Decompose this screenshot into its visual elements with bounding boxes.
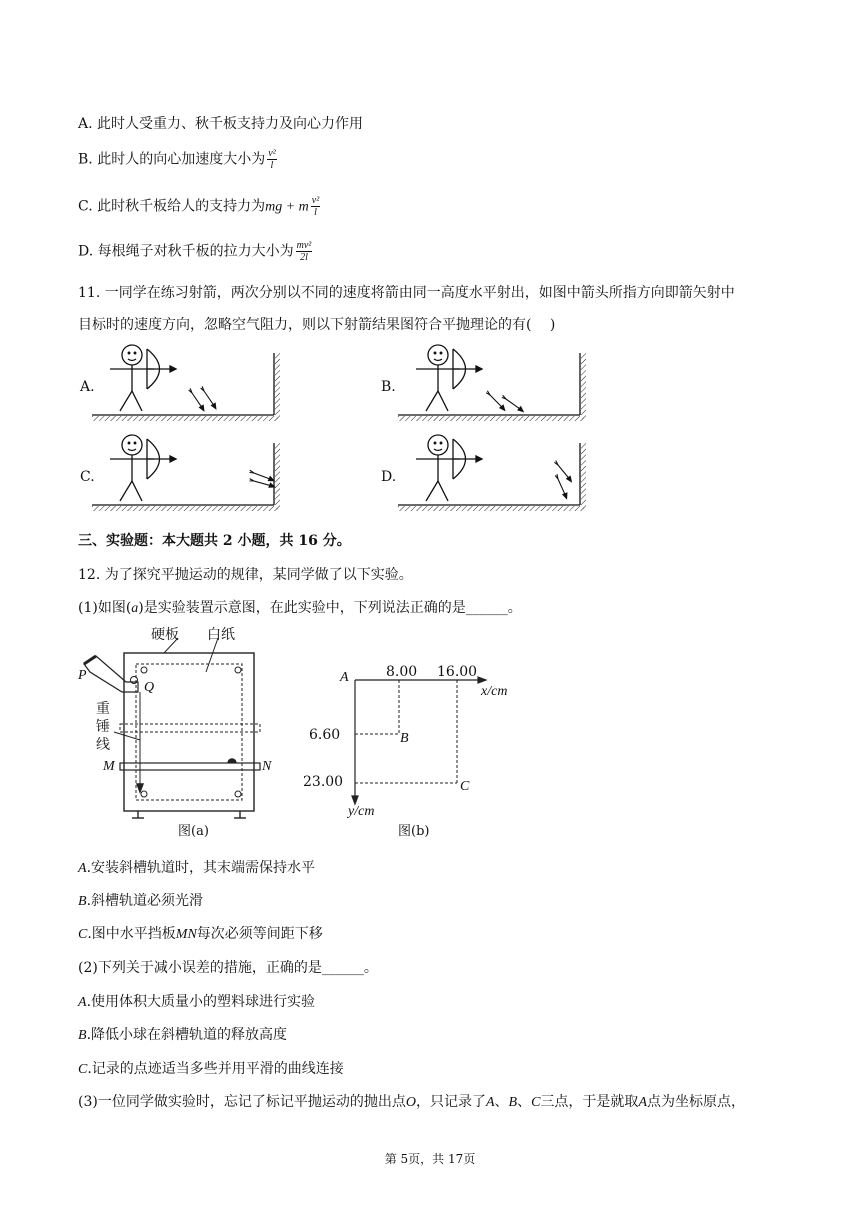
label-n: N bbox=[262, 759, 272, 774]
q10-option-b-fraction bbox=[267, 148, 276, 171]
pin-icon bbox=[235, 791, 241, 797]
label-plumb-1: 重 bbox=[96, 701, 110, 717]
option-text: .记录的点迹适当多些并用平滑的曲线连接 bbox=[87, 1061, 344, 1077]
q12-part2-option-c bbox=[78, 1058, 344, 1078]
chute-top bbox=[84, 656, 96, 664]
ground-hatch bbox=[398, 506, 584, 511]
q10-option-b bbox=[78, 148, 277, 171]
archer-icon bbox=[416, 345, 482, 411]
q12-part1-option-b bbox=[78, 890, 203, 910]
q10-option-d-text: D. 每根绳子对秋千板的拉力大小为 bbox=[78, 243, 294, 260]
label-white-paper: 白纸 bbox=[207, 627, 235, 643]
x-tick-8: 8.00 bbox=[386, 664, 418, 680]
option-letter: C bbox=[78, 1062, 88, 1077]
option-letter: B bbox=[78, 894, 87, 909]
q10-option-d-fraction bbox=[296, 240, 313, 263]
q11-figure-a bbox=[92, 343, 282, 423]
var-o: O bbox=[405, 1095, 416, 1110]
var-a: A bbox=[485, 1095, 495, 1110]
q11-figure-b bbox=[398, 343, 588, 423]
caption-figure-b: 图(b) bbox=[398, 824, 430, 839]
q11-figure-d bbox=[398, 433, 588, 513]
var-a: A bbox=[638, 1095, 647, 1110]
y-tick-6-60: 6.60 bbox=[309, 727, 341, 743]
pin-icon bbox=[235, 667, 241, 673]
archer-icon bbox=[416, 435, 482, 501]
option-var: MN bbox=[175, 927, 197, 942]
section-3-heading: 三、实验题：本大题共 2 小题，共 16 分。 bbox=[78, 533, 351, 549]
fraction-numerator: v² bbox=[268, 148, 276, 159]
ball-on-baffle bbox=[228, 759, 236, 763]
text: ，只记录了 bbox=[415, 1094, 486, 1110]
y-axis-label: y/cm bbox=[348, 804, 375, 819]
option-text: 每次必须等间距下移 bbox=[196, 926, 323, 942]
q10-option-c-fraction bbox=[311, 195, 320, 218]
point-c-label: C bbox=[460, 779, 470, 794]
point-b-label: B bbox=[400, 731, 409, 746]
board-previous-position bbox=[120, 724, 260, 732]
q12-part1-text-a: (1)如图( bbox=[78, 600, 132, 616]
q11-label-c: C. bbox=[80, 469, 95, 485]
arrow-hit-1 bbox=[485, 391, 506, 411]
fraction-denominator: l bbox=[314, 207, 317, 218]
option-text: .斜槽轨道必须光滑 bbox=[86, 893, 204, 909]
q12-part2-option-b bbox=[78, 1024, 287, 1044]
q12-intro: 12. 为了探究平抛运动的规律，某同学做了以下实验。 bbox=[78, 567, 413, 583]
archer-icon bbox=[110, 345, 176, 411]
wall-hatch bbox=[275, 443, 280, 509]
q12-part1-option-c bbox=[78, 923, 323, 943]
wall-hatch bbox=[581, 353, 586, 419]
pin-icon bbox=[141, 667, 147, 673]
q11-figure-c bbox=[92, 433, 282, 513]
option-text: .图中水平挡板 bbox=[87, 926, 176, 942]
label-hardboard: 硬板 bbox=[151, 627, 179, 643]
q10-option-c bbox=[78, 195, 320, 218]
q10-option-b-text: B. 此时人的向心加速度大小为 bbox=[78, 151, 266, 168]
y-tick-23: 23.00 bbox=[303, 774, 344, 790]
ground-hatch bbox=[92, 416, 278, 421]
q12-part1-stem bbox=[78, 597, 522, 617]
hardboard bbox=[124, 653, 254, 811]
q12-part1-text-b: )是实验装置示意图，在此实验中，下列说法正确的是______。 bbox=[138, 600, 522, 616]
point-a-label: A bbox=[340, 670, 349, 685]
option-letter: C bbox=[78, 927, 88, 942]
q12-part2-stem: (2)下列关于减小误差的措施，正确的是______。 bbox=[78, 960, 378, 976]
plumb-bob-icon bbox=[137, 784, 143, 792]
q11-label-b: B. bbox=[381, 379, 396, 395]
archer-icon bbox=[110, 435, 176, 501]
option-letter: B bbox=[78, 1028, 87, 1043]
caption-figure-a: 图(a) bbox=[178, 824, 209, 839]
label-p: P bbox=[78, 668, 87, 683]
q11-stem-line2: 目标时的速度方向，忽略空气阻力，则以下射箭结果图符合平抛理论的有( ) bbox=[78, 317, 556, 333]
text: 三点，于是就取 bbox=[540, 1094, 639, 1110]
q10-option-a: A. 此时人受重力、秋千板支持力及向心力作用 bbox=[78, 116, 364, 132]
q11-label-d: D. bbox=[381, 469, 397, 485]
text: 点为坐标原点， bbox=[647, 1094, 745, 1110]
wall-hatch bbox=[275, 353, 280, 419]
arrow-hit-2 bbox=[249, 471, 275, 496]
text: (3)一位同学做实验时，忘记了标记平抛运动的抛出点 bbox=[78, 1094, 406, 1110]
fraction-numerator: mv² bbox=[296, 240, 312, 251]
x-tick-16: 16.00 bbox=[437, 664, 478, 680]
q10-option-c-text: C. 此时秋千板给人的支持力为 bbox=[78, 198, 266, 215]
q10-option-c-math: mg + m bbox=[265, 199, 309, 215]
fraction-denominator: 2l bbox=[300, 252, 308, 263]
var-b: B bbox=[508, 1095, 518, 1110]
fraction-denominator: l bbox=[270, 160, 274, 171]
arrow-hit-1 bbox=[552, 460, 575, 481]
q12-part1-var: a bbox=[131, 601, 139, 616]
label-plumb-3: 线 bbox=[96, 737, 110, 753]
q11-stem-line1: 11. 一同学在练习射箭，两次分别以不同的速度将箭由同一高度水平射出，如图中箭头所指方向即箭矢射中 bbox=[78, 285, 735, 301]
option-letter: A bbox=[78, 995, 87, 1010]
baffle-mn bbox=[120, 763, 260, 770]
q12-part1-option-a bbox=[78, 857, 315, 877]
chute bbox=[84, 656, 138, 692]
label-plumb-2: 锤 bbox=[96, 719, 110, 735]
wall-hatch bbox=[581, 443, 586, 509]
x-axis-arrow-icon bbox=[478, 677, 486, 683]
q11-label-a: A. bbox=[80, 379, 95, 395]
option-text: .降低小球在斜槽轨道的释放高度 bbox=[86, 1027, 288, 1043]
var-c: C bbox=[531, 1095, 541, 1110]
label-q: Q bbox=[144, 680, 155, 695]
q12-part3-stem bbox=[78, 1091, 745, 1111]
option-text: .使用体积大质量小的塑料球进行实验 bbox=[86, 994, 316, 1010]
option-text: .安装斜槽轨道时，其末端需保持水平 bbox=[86, 860, 316, 876]
x-axis-label: x/cm bbox=[481, 684, 508, 699]
y-axis-arrow-icon bbox=[352, 796, 358, 804]
q10-option-d bbox=[78, 240, 312, 263]
ground-hatch bbox=[398, 416, 584, 421]
option-letter: A bbox=[78, 861, 87, 876]
ground-hatch bbox=[92, 506, 278, 511]
label-m: M bbox=[103, 759, 115, 774]
text: 、 bbox=[494, 1094, 509, 1110]
q12-part2-option-a bbox=[78, 991, 315, 1011]
pin-icon bbox=[141, 791, 147, 797]
fraction-numerator: v² bbox=[311, 195, 320, 206]
text: 、 bbox=[517, 1094, 532, 1110]
page-footer: 第 5页，共 17页 bbox=[384, 1152, 476, 1166]
